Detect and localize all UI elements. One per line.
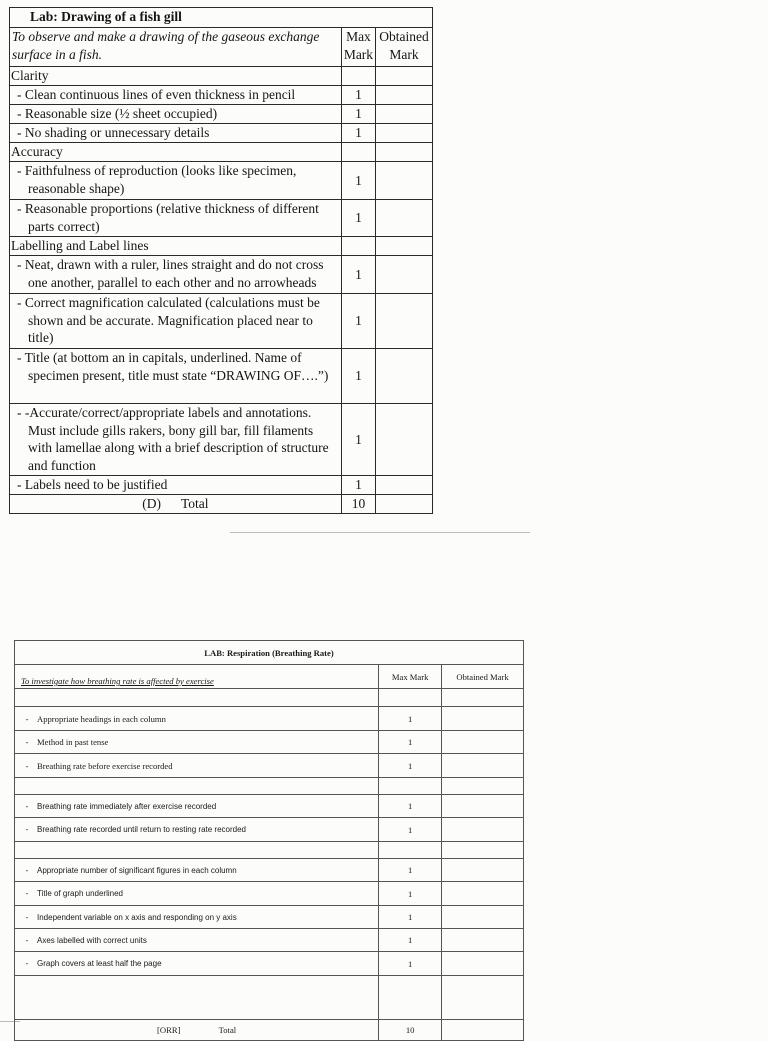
criteria-row: - Appropriate headings in each column 1: [15, 707, 524, 731]
criteria-row: - Breathing rate before exercise recorded 1: [15, 754, 524, 778]
lab1-aim: To observe and make a drawing of the gaseous exchange surface in a fish.: [10, 28, 342, 67]
obtained-mark-cell[interactable]: [376, 105, 433, 124]
obtained-mark-cell[interactable]: [442, 731, 524, 754]
criteria-text: Independent variable on x axis and responding on y axis: [37, 912, 237, 922]
section-heading-accuracy: Accuracy: [10, 143, 342, 162]
criteria-row: [10, 294, 433, 349]
criteria-text: Graph covers at least half the page: [37, 959, 162, 968]
total-row: [15, 1020, 524, 1041]
criteria-text: - No shading or unnecessary details: [17, 125, 210, 140]
criteria-row: [10, 200, 433, 237]
obtained-mark-cell[interactable]: [376, 162, 433, 200]
fish-gill-rubric-table: [9, 7, 433, 514]
lab2-max-mark-header: Max Mark: [379, 665, 442, 689]
criteria-text: Method in past tense: [37, 737, 109, 747]
obtained-mark-cell[interactable]: [376, 349, 433, 404]
criteria-row: - Independent variable on x axis and responding on y axis 1: [15, 906, 524, 929]
obtained-mark-cell[interactable]: [376, 124, 433, 143]
criteria-row: [10, 256, 433, 294]
criteria-text: - Correct magnification calculated (calculations must be shown and be accurate. Magnification placed near to title): [17, 295, 320, 345]
max-mark: 1: [379, 929, 442, 952]
lab1-max-mark-header: Max Mark: [341, 28, 375, 67]
criteria-text: Appropriate number of significant figures in each column: [37, 865, 237, 875]
total-row: [10, 495, 433, 514]
criteria-row: [10, 86, 433, 105]
criteria-row: - Method in past tense 1: [15, 731, 524, 754]
obtained-mark-cell[interactable]: [442, 859, 524, 882]
total-obtained-cell[interactable]: [376, 495, 433, 514]
criteria-text: - Reasonable proportions (relative thickness of different parts correct): [17, 201, 319, 234]
criteria-row: - Title of graph underlined 1: [15, 882, 524, 906]
max-mark: 1: [379, 882, 442, 906]
obtained-mark-cell[interactable]: [442, 882, 524, 906]
criteria-text: - Title (at bottom an in capitals, underlined. Name of specimen present, title must state “DRAWING OF….”): [17, 350, 329, 383]
max-mark: 1: [341, 404, 375, 476]
obtained-mark-cell[interactable]: [376, 86, 433, 105]
criteria-row: - Axes labelled with correct units 1: [15, 929, 524, 952]
max-mark: 1: [379, 795, 442, 818]
total-code: [ORR]: [157, 1025, 181, 1035]
criteria-text: Breathing rate immediately after exercise recorded: [37, 801, 217, 811]
criteria-row: [10, 162, 433, 200]
criteria-row: - Breathing rate recorded until return to resting rate recorded 1: [15, 818, 524, 842]
criteria-text: Breathing rate recorded until return to resting rate recorded: [37, 825, 247, 834]
max-mark: 1: [341, 105, 375, 124]
section-heading-labelling: Labelling and Label lines: [10, 237, 342, 256]
total-max-mark: 10: [379, 1020, 442, 1041]
criteria-row: [10, 105, 433, 124]
criteria-text: Axes labelled with correct units: [37, 935, 147, 945]
max-mark: 1: [341, 476, 375, 495]
max-mark: 1: [341, 200, 375, 237]
max-mark: 1: [341, 162, 375, 200]
separator-line: [230, 532, 530, 533]
obtained-mark-cell[interactable]: [376, 404, 433, 476]
obtained-mark-cell[interactable]: [442, 906, 524, 929]
obtained-mark-cell[interactable]: [376, 200, 433, 237]
max-mark: 1: [379, 731, 442, 754]
criteria-text: - Labels need to be justified: [17, 477, 168, 492]
obtained-mark-cell[interactable]: [442, 795, 524, 818]
criteria-text: Title of graph underlined: [37, 889, 123, 898]
criteria-text: - Faithfulness of reproduction (looks like specimen, reasonable shape): [17, 163, 297, 196]
max-mark: 1: [379, 906, 442, 929]
total-obtained-cell[interactable]: [442, 1020, 524, 1041]
obtained-mark-cell[interactable]: [442, 754, 524, 778]
total-label: Total: [218, 1025, 237, 1035]
lab2-obtained-mark-header: Obtained Mark: [442, 665, 524, 689]
max-mark: 1: [341, 256, 375, 294]
max-mark: 1: [379, 754, 442, 778]
obtained-mark-cell[interactable]: [442, 818, 524, 842]
obtained-mark-cell[interactable]: [442, 952, 524, 976]
obtained-mark-cell[interactable]: [376, 476, 433, 495]
obtained-mark-cell[interactable]: [442, 929, 524, 952]
lab2-title: LAB: Respiration (Breathing Rate): [15, 641, 524, 665]
breathing-rate-rubric-table: [14, 640, 524, 1041]
criteria-text: - Reasonable size (½ sheet occupied): [17, 106, 218, 121]
criteria-text: - Clean continuous lines of even thickness in pencil: [17, 87, 296, 102]
lab1-obtained-mark-header: Obtained Mark: [376, 28, 433, 67]
max-mark: 1: [341, 349, 375, 404]
criteria-row: - Graph covers at least half the page 1: [15, 952, 524, 976]
total-max-mark: 10: [341, 495, 375, 514]
obtained-mark-cell[interactable]: [442, 707, 524, 731]
section-heading-clarity: Clarity: [10, 67, 342, 86]
criteria-row: [10, 349, 433, 404]
lab1-title: Lab: Drawing of a fish gill: [10, 8, 433, 28]
criteria-row: [10, 124, 433, 143]
max-mark: 1: [379, 952, 442, 976]
lab2-aim: To investigate how breathing rate is affected by exercise: [15, 665, 379, 689]
criteria-text: Breathing rate before exercise recorded: [37, 760, 173, 771]
max-mark: 1: [379, 818, 442, 842]
max-mark: 1: [341, 124, 375, 143]
total-label: (D) Total: [10, 495, 342, 514]
criteria-row: - Appropriate number of significant figures in each column 1: [15, 859, 524, 882]
criteria-row: - Breathing rate immediately after exercise recorded 1: [15, 795, 524, 818]
max-mark: 1: [379, 859, 442, 882]
criteria-text: - -Accurate/correct/appropriate labels and annotations. Must include gills rakers, bony gill bar, fill filaments with lamellae along with a brief description of structure and function: [17, 405, 329, 473]
max-mark: 1: [379, 707, 442, 731]
max-mark: 1: [341, 86, 375, 105]
max-mark: 1: [341, 294, 375, 349]
criteria-row: [10, 476, 433, 495]
obtained-mark-cell[interactable]: [376, 256, 433, 294]
obtained-mark-cell[interactable]: [376, 294, 433, 349]
criteria-row: [10, 404, 433, 476]
criteria-text: Appropriate headings in each column: [37, 713, 166, 724]
criteria-text: - Neat, drawn with a ruler, lines straight and do not cross one another, parallel to each other and no arrowheads: [17, 257, 324, 290]
